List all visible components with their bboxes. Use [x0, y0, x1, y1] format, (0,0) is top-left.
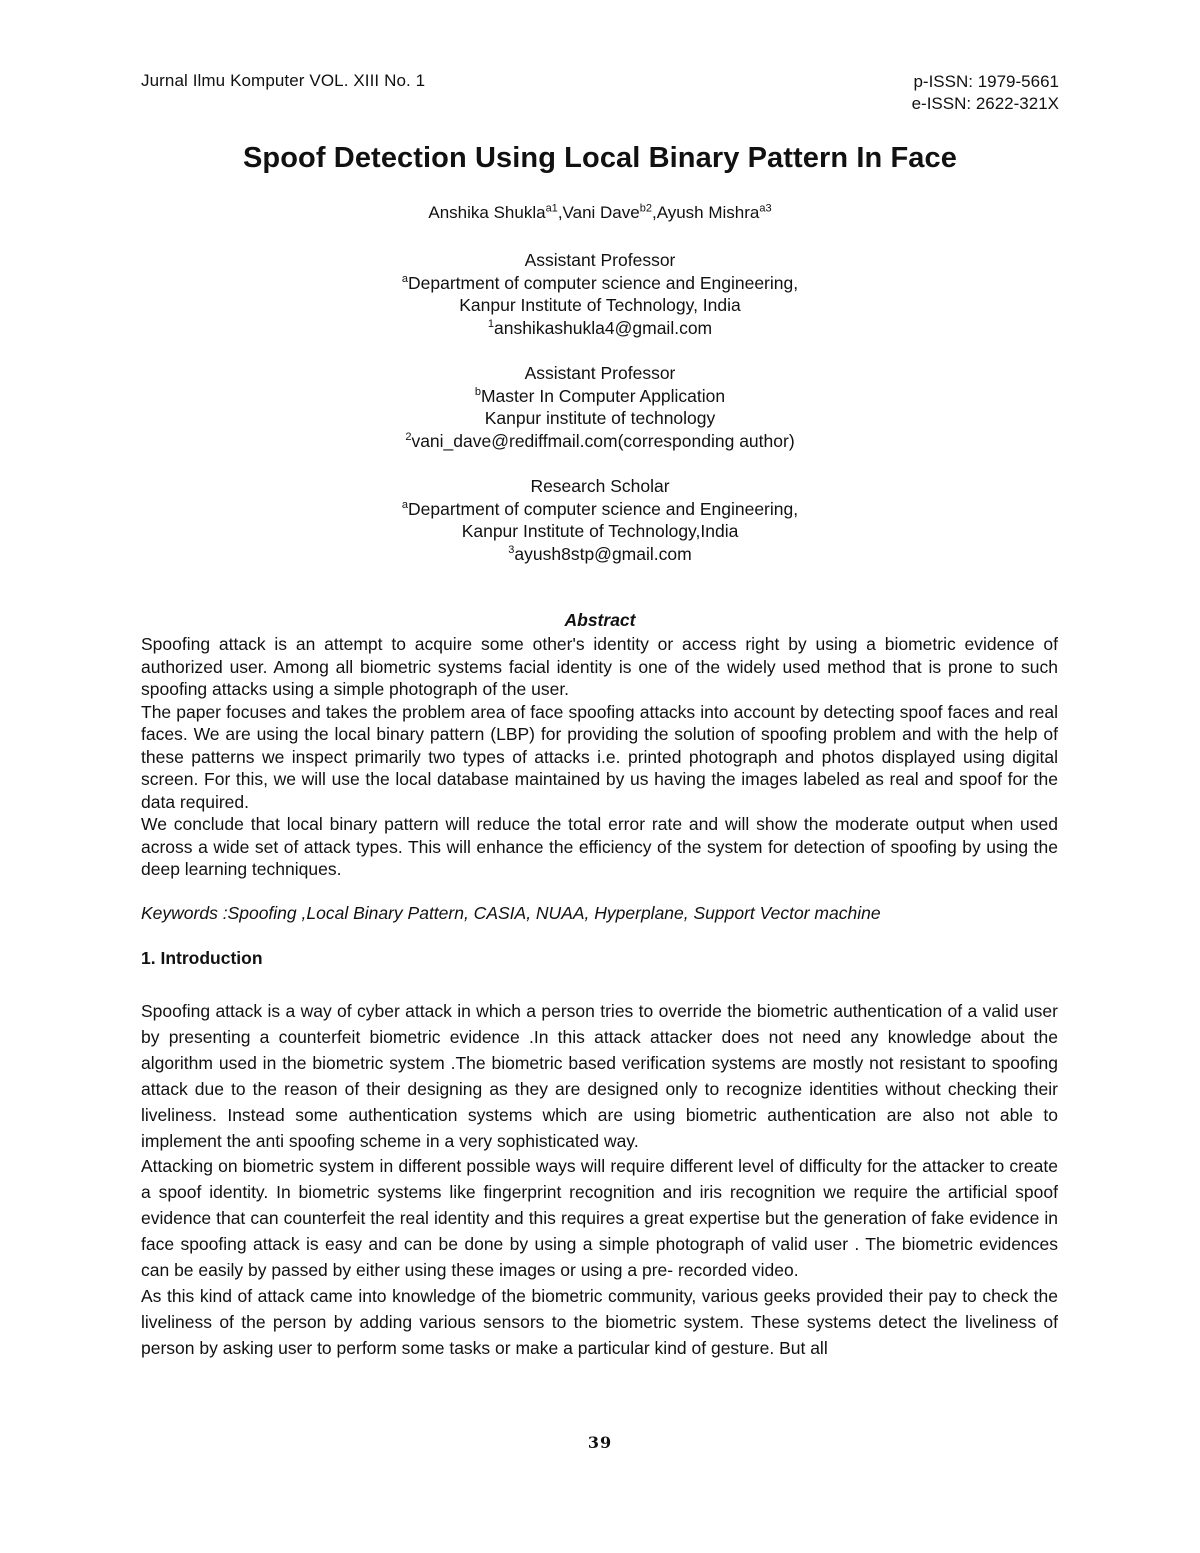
affiliation-institute: Kanpur Institute of Technology, India: [459, 295, 741, 315]
abstract-paragraph: The paper focuses and takes the problem area of face spoofing attacks into account by detecting spoof faces and real faces. We are using the local binary pattern (LBP) for providing the solution of spoofing problem and with the help of these patterns we inspect primarily two types of attacks i.e. printed photograph and photos displayed using digital screen. For this, we will use the local database maintained by us having the images labeled as real and spoof for the data required.: [141, 701, 1058, 812]
abstract-paragraph: Spoofing attack is an attempt to acquire some other's identity or access right by using a biometric evidence of authorized user. Among all biometric systems facial identity is one of the widely used method that is prone to such spoofing attacks using a simple photograph of the user.: [141, 634, 1058, 699]
affiliation-email: $^3$ayush8stp@gmail.com: [508, 543, 692, 564]
paper-title: Spoof Detection Using Local Binary Pattern In Face: [242, 142, 957, 174]
affiliation-1: [0, 249, 1200, 339]
section-heading-introduction: 1. Introduction: [141, 948, 263, 968]
abstract-body: [141, 633, 1058, 881]
intro-paragraph: Attacking on biometric system in different possible ways will require different level of difficulty for the attacker to create a spoof identity. In biometric systems like fingerprint recognition and iris recognition we require the artificial spoof evidence that can counterfeit the real identity and this requires a great expertise but the generation of fake evidence in face spoofing attack is easy and can be done by using a simple photograph of valid user . The biometric evidences can be easily by passed by either using these images or using a pre- recorded video.: [141, 1156, 1058, 1281]
affiliation-role: Assistant Professor: [524, 250, 676, 270]
affiliation-email: $^1$anshikashukla4@gmail.com: [487, 317, 713, 338]
author-2: ,Vani Dave: [557, 203, 640, 222]
affiliation-dept: $^a$Department of computer science and Engineering,: [401, 272, 799, 293]
introduction-body: [141, 999, 1058, 1362]
pissn: p-ISSN: 1979-5661: [913, 72, 1059, 91]
author-3-sup: a3: [759, 202, 772, 215]
intro-paragraph: Spoofing attack is a way of cyber attack in which a person tries to override the biometric authentication of a valid user by presenting a counterfeit biometric evidence .In this attack attacker does not need any knowledge about the algorithm used in the biometric system .The biometric based verification systems are mostly not resistant to spoofing attack due to the reason of their designing as they are designed only to recognize identities without checking their liveliness. Instead some authentication systems which are using biometric authentication are also not able to implement the anti spoofing scheme in a very sophisticated way.: [141, 1001, 1058, 1151]
affiliation-institute: Kanpur Institute of Technology,India: [461, 521, 739, 541]
affiliation-role: Assistant Professor: [524, 363, 676, 383]
abstract-paragraph: We conclude that local binary pattern will reduce the total error rate and will show the moderate output when used across a wide set of attack types. This will enhance the efficiency of the system for detection of spoofing by using the deep learning techniques.: [141, 814, 1058, 879]
affiliation-3: [0, 475, 1200, 565]
author-2-sup: b2: [639, 202, 652, 215]
journal-header: Jurnal Ilmu Komputer VOL. XIII No. 1: [141, 71, 426, 90]
keywords: Keywords :Spoofing ,Local Binary Pattern, CASIA, NUAA, Hyperplane, Support Vector machine: [141, 903, 881, 923]
affiliation-role: Research Scholar: [530, 476, 670, 496]
issn-block: [912, 71, 1059, 115]
intro-paragraph: As this kind of attack came into knowledge of the biometric community, various geeks provided their pay to check the liveliness of the person by adding various sensors to the biometric system. These systems detect the liveliness of person by asking user to perform some tasks or make a particular kind of gesture. But all: [141, 1285, 1058, 1358]
author-1: Anshika Shukla: [428, 203, 546, 222]
affiliation-dept: $^a$Department of computer science and Engineering,: [401, 498, 799, 519]
affiliation-2: [0, 362, 1200, 452]
affiliation-email: $^2$vani_dave@rediffmail.com(corresponding author): [405, 430, 795, 451]
affiliation-institute: Kanpur institute of technology: [484, 408, 716, 428]
eissn: e-ISSN: 2622-321X: [911, 94, 1059, 113]
author-3: ,Ayush Mishra: [651, 203, 760, 222]
author-list: [0, 203, 1200, 223]
abstract-heading: Abstract: [564, 610, 636, 630]
affiliation-dept: $^b$Master In Computer Application: [474, 385, 726, 406]
author-1-sup: a1: [545, 202, 558, 215]
page-number: 39: [587, 1433, 613, 1452]
